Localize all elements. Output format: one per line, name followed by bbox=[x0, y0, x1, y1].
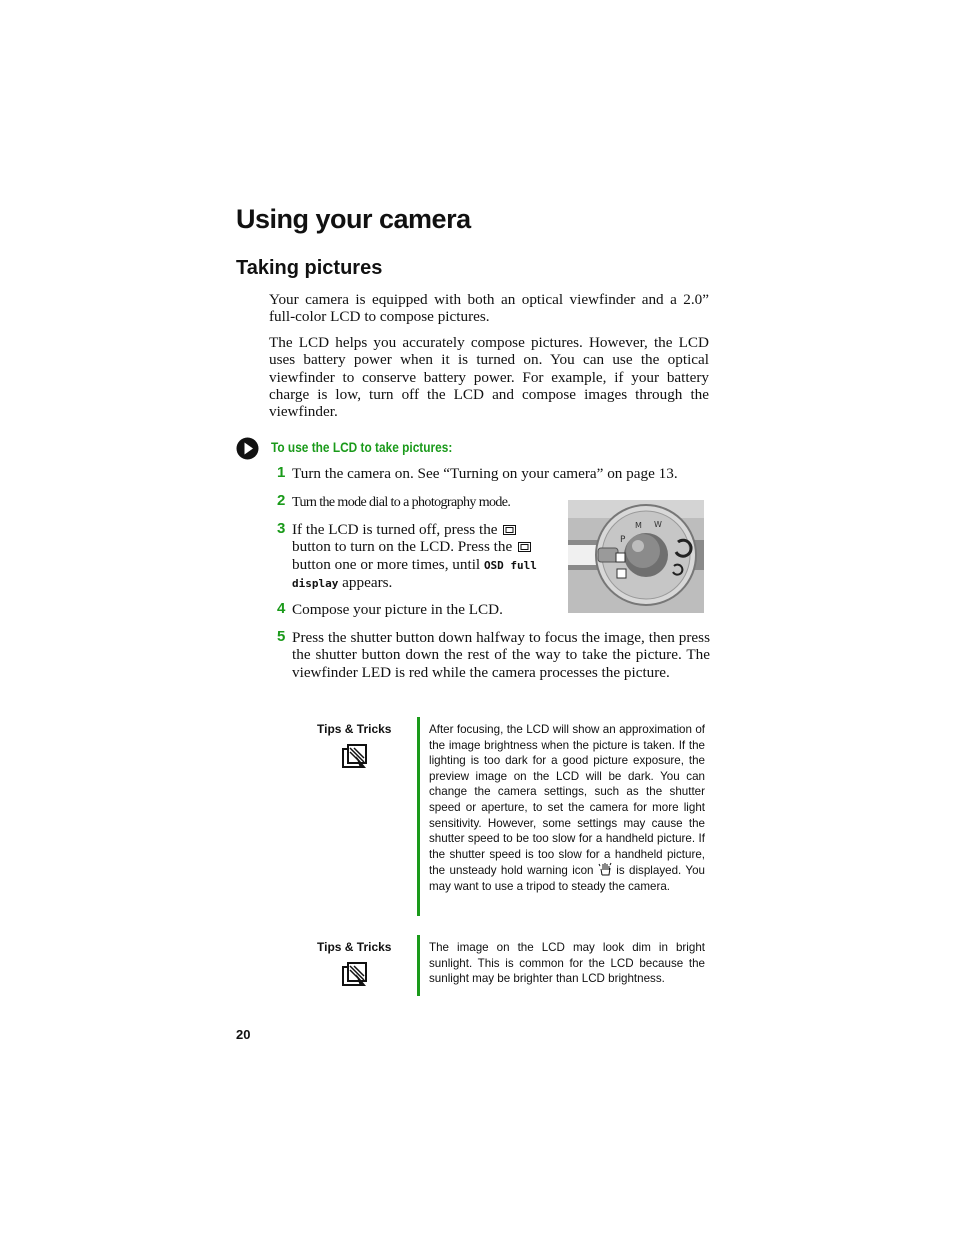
procedure-title: To use the LCD to take pictures: bbox=[271, 440, 453, 455]
tips-tricks-icon bbox=[342, 962, 368, 988]
lcd-display-button-icon bbox=[503, 525, 516, 535]
paragraph-intro: Your camera is equipped with both an optical viewfinder and a 2.0” full-color LCD to compose pictures. bbox=[269, 291, 709, 326]
osd-option-code: OSD full display bbox=[292, 558, 537, 590]
section-heading: Taking pictures bbox=[236, 257, 383, 279]
tips-text-part: is displayed. You may want to use a tripod to steady the camera. bbox=[429, 864, 705, 893]
page-number: 20 bbox=[236, 1027, 251, 1042]
paragraph-lcd: The LCD helps you accurately compose pictures. However, the LCD uses battery power when it is turned on. You can use the optical viewfinder to conserve battery power. For example, if your battery charge is low, turn off the LCD and compose images through the viewfinder. bbox=[269, 334, 709, 421]
step-text-part: button one or more times, until bbox=[292, 555, 481, 573]
unsteady-hand-warning-icon bbox=[598, 862, 612, 876]
step-text-part: button to turn on the LCD. Press the bbox=[292, 538, 513, 556]
step-text: Turn the mode dial to a photography mode. bbox=[292, 495, 511, 510]
dial-letter: M bbox=[635, 521, 642, 530]
step-text-part: If the LCD is turned off, press the bbox=[292, 521, 498, 538]
lcd-display-button-icon bbox=[518, 542, 531, 552]
step-text: Compose your picture in the LCD. bbox=[292, 601, 503, 618]
step-text-part: appears. bbox=[342, 573, 393, 591]
camera-mode-dial-photo bbox=[568, 500, 704, 613]
tips-divider bbox=[417, 935, 420, 996]
dial-letter: P bbox=[620, 535, 626, 545]
tips-text-part: After focusing, the LCD will show an approximation of the image brightness when the picture is taken. If the lighting is too dark for a good picture exposure, the preview image on the LCD will be dark. You can change the camera settings, such as the shutter speed or aperture, to set the camera for more light sensitivity. However, some settings may cause the shutter speed to be too slow for a handheld picture. If the shutter speed is too slow for a handheld picture, the unsteady hold warning icon bbox=[429, 723, 705, 878]
step-text: Press the shutter button down halfway to focus the image, then press the shutter button down the rest of the way to take the picture. The viewfinder LED is red while the camera processes the picture. bbox=[292, 629, 710, 681]
tips-label: Tips & Tricks bbox=[317, 722, 392, 736]
step-text: Turn the camera on. See “Turning on your camera” on page 13. bbox=[292, 465, 678, 482]
page-title: Using your camera bbox=[236, 204, 471, 234]
step-number: 1 bbox=[277, 464, 286, 481]
step-number: 5 bbox=[277, 628, 286, 645]
dial-letter: W bbox=[654, 520, 662, 529]
arrow-right-circle-icon bbox=[236, 437, 259, 460]
step-text bbox=[292, 521, 554, 592]
tips-label: Tips & Tricks bbox=[317, 940, 392, 954]
tips-text bbox=[429, 722, 705, 895]
tips-divider bbox=[417, 717, 420, 916]
step-number: 4 bbox=[277, 600, 286, 617]
step-number: 2 bbox=[277, 492, 286, 509]
step-number: 3 bbox=[277, 520, 286, 537]
tips-tricks-icon bbox=[342, 744, 368, 770]
tips-text: The image on the LCD may look dim in bright sunlight. This is common for the LCD because the sunlight may be brighter than LCD brightness. bbox=[429, 941, 705, 986]
